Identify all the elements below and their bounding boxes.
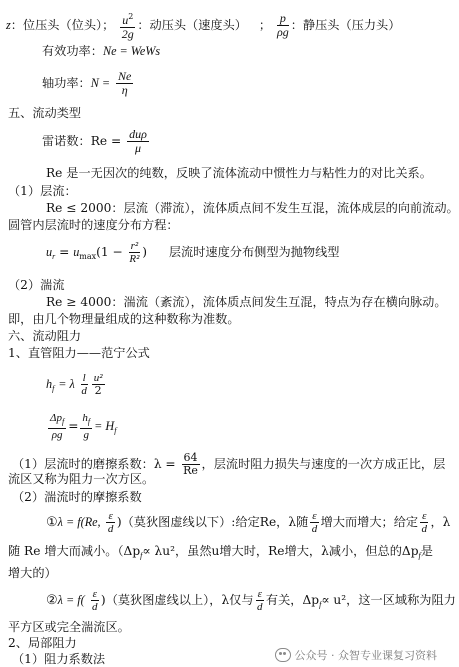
case2-line2: 平方区或完全湍流区。 [8,620,130,634]
static-head-fraction [277,12,289,39]
u2-over-2 [92,372,105,397]
g-den: g [83,429,90,441]
d-den-2: d [311,523,318,535]
case1-line2-a: 随 Re 增大而减小。（Δp [8,544,141,558]
u-symbol: u [122,13,129,27]
shaft-power-lhs: N = [90,76,111,90]
Re-den: Re [183,464,198,477]
paren-open: (1 − [96,245,123,259]
laminar-friction-line2: 流区又称为阻力一次方区。 [8,472,155,486]
local-resistance-title: 2、局部阻力 [8,636,77,650]
effective-power-label: 有效功率： [42,44,103,58]
case2-text3: ∝ u²，这一区域称为阻力 [321,593,456,607]
eps-over-d-3 [420,510,428,535]
section6-title: 六、流动阻力 [8,329,82,343]
case1-lhs: λ = f(Re, [57,515,101,529]
laminar-distribution-title: 圆管内层流时的速度分布方程： [8,218,179,232]
laminar-friction-prefix: （1）层流时的磨擦系数：λ = [12,457,176,471]
case1-close: ) [116,515,122,529]
effective-power-formula: Ne = WeWs [102,44,161,58]
d-den: d [81,385,87,397]
rho-g: ρg [276,25,289,39]
eps-num-4: ε [92,588,97,600]
eps-over-d-4 [91,588,99,613]
effective-power-line [42,44,445,59]
u-r: u [46,245,53,259]
hf-num: h [82,412,88,424]
reynolds-line [42,128,445,155]
laminar-friction-suffix: ，层流时阻力损失与速度的一次方成正比，层 [201,457,446,471]
l-num: l [82,372,86,384]
shaft-power-label: 轴功率： [42,76,91,90]
hf-num-sub: f [87,417,91,426]
64-num: 64 [183,451,198,464]
static-desc: ：静压头（压力头） [290,18,401,32]
case1-marker: ① [46,515,58,530]
eps-over-d-5 [256,588,264,613]
h-f-sub: f [52,384,55,393]
square-exp: 2 [128,12,134,21]
u-max-sub: max [79,252,97,261]
u2-num: u² [93,372,103,384]
case2-text: （莫狄图虚线以上），λ仅与 [105,593,254,607]
turbulent-title: （2）湍流 [8,278,65,292]
case1-line2-b: ∝ λu²，虽然u增大时，Re增大，λ减小，但总的Δp [142,544,419,558]
shaft-num: Ne [118,69,132,83]
fanning-formula [46,372,445,397]
watermark [275,647,438,663]
case1-text3: ，λ [430,515,451,529]
reynolds-den: μ [134,141,141,155]
eps-num-3: ε [422,510,427,522]
u-max: u [73,245,80,259]
reynolds-lhs: Re = [90,134,122,148]
two-den: 2 [94,384,102,397]
r-squared: r² [130,240,139,252]
eps-over-d-1 [106,510,114,535]
reynolds-description: Re 是一无因次的纯数，反映了流体流动中惯性力与粘性力的对比关系。 [46,166,432,180]
d-den-5: d [256,601,263,613]
turbulent-note: 即，由几个物理量组成的这种数称为准数。 [8,312,240,326]
turbulent-condition: Re ≥ 4000：湍流（紊流），流体质点间发生互混，特点为存在横向脉动。 [46,295,447,309]
eps-over-d-2 [310,510,318,535]
z-desc: ：位压头（位头）； [10,18,115,32]
laminar-velocity-formula [46,240,445,265]
kinetic-desc: ：动压头（速度头） [137,18,247,32]
dp-over-rhog [48,412,66,441]
eps-num-1: ε [108,510,113,522]
pressure-heads-line: z：位压头（位头）； $\frac{u^2}{2g}$ ：动压头（速度头） ； $\frac{p}{\rho g}$ ：静压头（压力头） [6,11,401,41]
eps-num-2: ε [312,510,317,522]
d-den-3: d [421,523,428,535]
case1-text2: 增大而增大；给定 [320,515,419,529]
wechat-icon [275,648,291,662]
two-g: 2g [121,27,134,41]
shaft-power-fraction [116,70,133,97]
case2-text2: 有关，Δp [265,593,320,607]
case2-close: ) [100,593,106,607]
laminar-condition: Re ≤ 2000：层流（滞流），流体质点间不发生互混，流体成层的向前流动。 [46,201,459,215]
reynolds-fraction [127,128,149,155]
laminar-title: （1）层流： [8,184,77,198]
H-f: = H [94,419,115,433]
u-r-sub: r [52,252,56,261]
paren-close: ) [142,245,147,259]
p-symbol: p [277,12,289,26]
case2-line: ②λ = f( $\frac{\varepsilon}{d}$ )（莫狄图虚线以上），λ仅与 $\frac{\varepsilon}{d}$ 有关，$\Delta p_f\propto u^2$，这一区域称为阻力 [46,588,456,613]
resistance-coefficient-title: （1）阻力系数法 [12,652,106,666]
case2-lhs: λ = f( [57,593,85,607]
shaft-power-line [42,70,445,97]
shaft-den: η [121,83,128,97]
dp-sub: f [61,417,65,426]
eq-sign: = [59,245,70,259]
r-over-R-fraction [129,240,141,265]
z-symbol: z [6,18,11,32]
laminar-formula-desc: 层流时速度分布侧型为抛物线型 [168,245,340,259]
H-f-sub: f [114,426,117,435]
eps-num-5: ε [257,588,262,600]
h-f: h [46,377,53,391]
case1-line3: 增大的） [8,566,57,580]
eq-lambda: = λ [58,377,75,391]
hf-over-g [80,412,92,441]
reynolds-num: duρ [129,127,147,141]
R-squared: R² [129,253,140,265]
case1-line2: 随 Re 增大而减小。（$\Delta p_f\propto \lambda u^2$，虽然u增大时，Re增大，λ减小，但总的$\Delta p_f$是 [8,544,433,560]
case1-line [46,510,451,535]
section5-title: 五、流动类型 [8,106,82,120]
d-den-1: d [107,523,114,535]
case1-line2-c: 是 [420,544,433,558]
case1-text: （莫狄图虚线以下）:给定Re，λ随 [121,515,309,529]
watermark-text: 公众号 · 众智专业课复习资料 [294,649,437,662]
l-over-d [81,372,88,397]
d-den-4: d [92,601,98,613]
case2-marker: ② [46,593,58,608]
straight-pipe-title: 1、直管阻力——范宁公式 [8,346,150,360]
kinetic-head-fraction [120,10,135,41]
head-loss-formula: $\frac{\Delta p_f}{\rho g}$ = $\frac{h_f}{g}$ = $H_f$ [50,412,117,441]
rhog-den: ρg [51,429,63,441]
dp: Δp [50,412,62,424]
reynolds-label: 雷诺数： [42,134,91,148]
turbulent-friction-title: （2）湍流时的摩擦系数 [12,490,142,504]
